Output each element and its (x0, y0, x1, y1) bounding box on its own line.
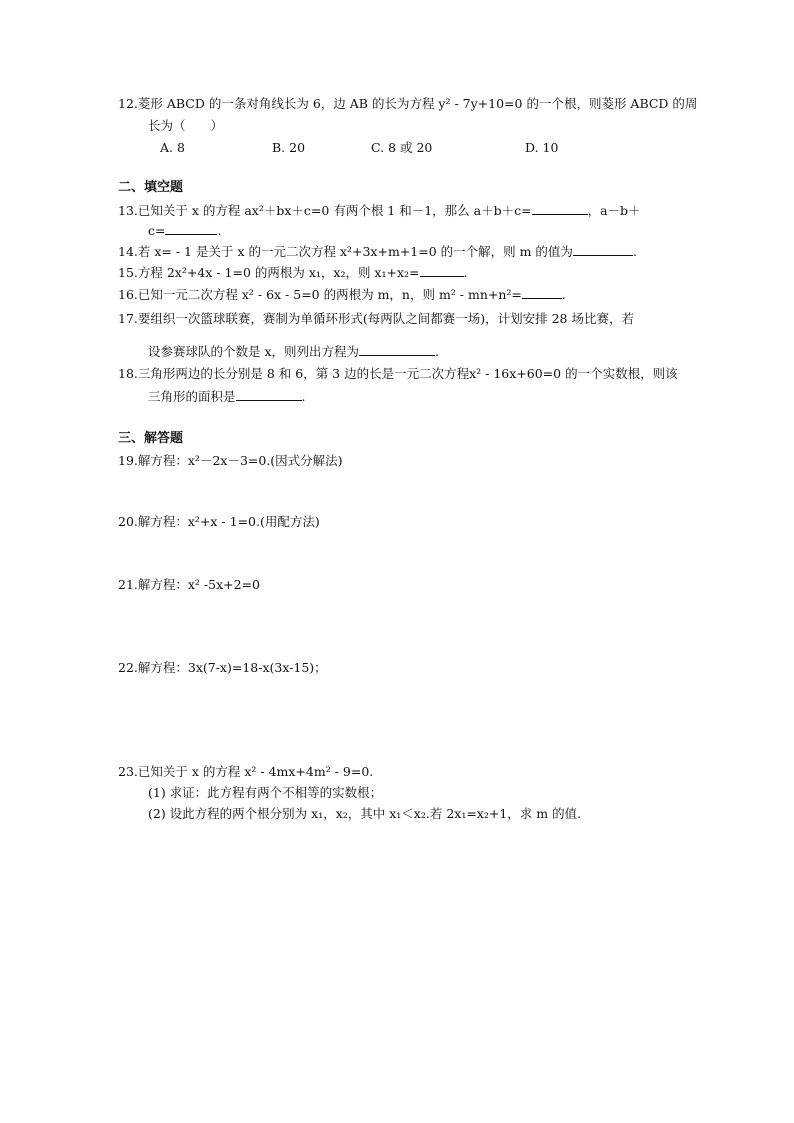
answer-blank[interactable] (573, 243, 633, 256)
answer-blank[interactable] (420, 264, 464, 277)
question-16 (118, 286, 566, 303)
question-16-tail: . (561, 287, 566, 302)
question-17-line-2 (148, 343, 439, 360)
question-22: 22.解方程：3x(7-x)=18-x(3x-15)； (118, 660, 327, 675)
question-15-text: 15.方程 2x²+4x - 1=0 的两根为 x₁，x₂，则 x₁+x₂= (118, 265, 420, 280)
question-12-option-a: A. 8 (160, 140, 185, 155)
question-17-line-1: 17.要组织一次篮球联赛，赛制为单循环形式(每两队之间都赛一场)，计划安排 28 场比赛，若 (118, 311, 634, 326)
question-14 (118, 243, 637, 260)
question-15-tail: . (463, 265, 468, 280)
question-13-text: 13.已知关于 x 的方程 ax²＋bx＋c=0 有两个根 1 和－1，那么 a＋b＋c= (118, 203, 532, 218)
question-21: 21.解方程：x² -5x+2=0 (118, 577, 260, 592)
question-23-part-1: (1) 求证：此方程有两个不相等的实数根； (148, 785, 383, 800)
answer-blank[interactable] (165, 222, 217, 235)
answer-blank[interactable] (359, 343, 435, 356)
section-title-solve: 三、解答题 (118, 431, 184, 446)
question-13-tail: ，a－b＋ (587, 203, 641, 218)
question-18-text: 三角形的面积是 (148, 389, 236, 404)
question-23: 23.已知关于 x 的方程 x² - 4mx+4m² - 9=0. (118, 764, 374, 779)
question-12-line-1: 12.菱形 ABCD 的一条对角线长为 6，边 AB 的长为方程 y² - 7y+10=0 的一个根，则菱形 ABCD 的周 (118, 96, 698, 111)
question-20: 20.解方程：x²+x - 1=0.(用配方法) (118, 514, 320, 529)
question-17-tail: . (435, 344, 440, 359)
question-15 (118, 264, 468, 281)
question-12-option-c: C. 8 或 20 (371, 140, 433, 155)
question-13-tail-2: . (217, 223, 222, 238)
question-18-line-2 (148, 388, 306, 405)
question-12-option-b: B. 20 (272, 140, 306, 155)
question-12-line-2: 长为（ ） (148, 118, 224, 133)
section-title-fill-in: 二、填空题 (118, 180, 184, 195)
answer-blank[interactable] (522, 286, 562, 299)
answer-blank[interactable] (236, 388, 302, 401)
question-18-tail: . (301, 389, 306, 404)
question-14-tail: . (632, 244, 637, 259)
answer-blank[interactable] (532, 202, 588, 215)
question-12-option-d: D. 10 (525, 140, 559, 155)
question-16-text: 16.已知一元二次方程 x² - 6x - 5=0 的两根为 m，n，则 m² - mn+n²= (118, 287, 522, 302)
question-14-text: 14.若 x= - 1 是关于 x 的一元二次方程 x²+3x+m+1=0 的一个解，则 m 的值为 (118, 244, 573, 259)
question-19: 19.解方程：x²－2x－3=0.(因式分解法) (118, 453, 343, 468)
question-13-text-2: c= (148, 223, 166, 238)
question-13-line-1 (118, 202, 641, 219)
question-13-line-2 (148, 222, 221, 239)
question-23-part-2: (2) 设此方程的两个根分别为 x₁，x₂，其中 x₁＜x₂.若 2x₁=x₂+1，求 m 的值. (148, 806, 582, 821)
question-18-line-1: 18.三角形两边的长分别是 8 和 6，第 3 边的长是一元二次方程x² - 16x+60=0 的一个实数根，则该 (118, 366, 678, 381)
question-17-text: 设参赛球队的个数是 x，则列出方程为 (148, 344, 360, 359)
